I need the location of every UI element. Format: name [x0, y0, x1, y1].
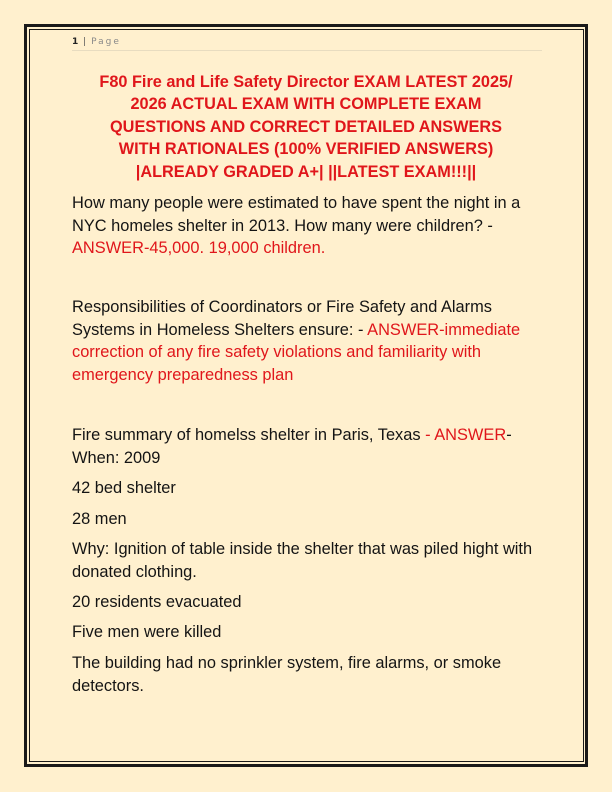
title-line: 2026 ACTUAL EXAM WITH COMPLETE EXAM: [130, 95, 482, 114]
detail-line: 28 men: [72, 510, 127, 528]
qa-item: [72, 192, 542, 260]
title-line: QUESTIONS AND CORRECT DETAILED ANSWERS: [110, 117, 502, 136]
detail-line: The building had no sprinkler system, fire alarms, or smoke detectors.: [72, 654, 502, 695]
detail-line: Five men were killed: [72, 623, 222, 641]
title-line: WITH RATIONALES (100% VERIFIED ANSWERS): [118, 140, 494, 159]
answer-text: ANSWER-immediate correction of any fire safety violations and familiarity with emergency preparedness plan: [72, 320, 521, 384]
title-line: |ALREADY GRADED A+| ||LATEST EXAM!!!||: [135, 162, 477, 181]
detail-line: 42 bed shelter: [72, 479, 176, 497]
page-label: Page: [91, 37, 121, 47]
question-paragraph: [72, 424, 542, 469]
answer-text: -When: 2009: [72, 426, 512, 467]
answer-label: - ANSWER: [425, 426, 507, 444]
qa-item: [72, 296, 542, 386]
page-header: [72, 36, 542, 51]
detail-line: 20 residents evacuated: [72, 593, 242, 611]
answer-text: ANSWER-45,000. 19,000 children.: [72, 239, 326, 258]
question-text: Fire summary of homelss shelter in Paris, Texas: [72, 426, 426, 444]
title-line: F80 Fire and Life Safety Director EXAM LATEST 2025/: [99, 73, 513, 91]
detail-line: Why: Ignition of table inside the shelter that was piled hight with donated clothing.: [72, 540, 533, 581]
document-title: [72, 71, 540, 183]
question-text: How many people were estimated to have spent the night in a NYC homeles shelter in 2013. How many were children? -: [72, 194, 521, 235]
page-header-separator: |: [83, 37, 87, 47]
page-number: 1: [72, 37, 79, 47]
question-text: Responsibilities of Coordinators or Fire Safety and Alarms Systems in Homeless Shelters ensure: -: [72, 298, 492, 339]
